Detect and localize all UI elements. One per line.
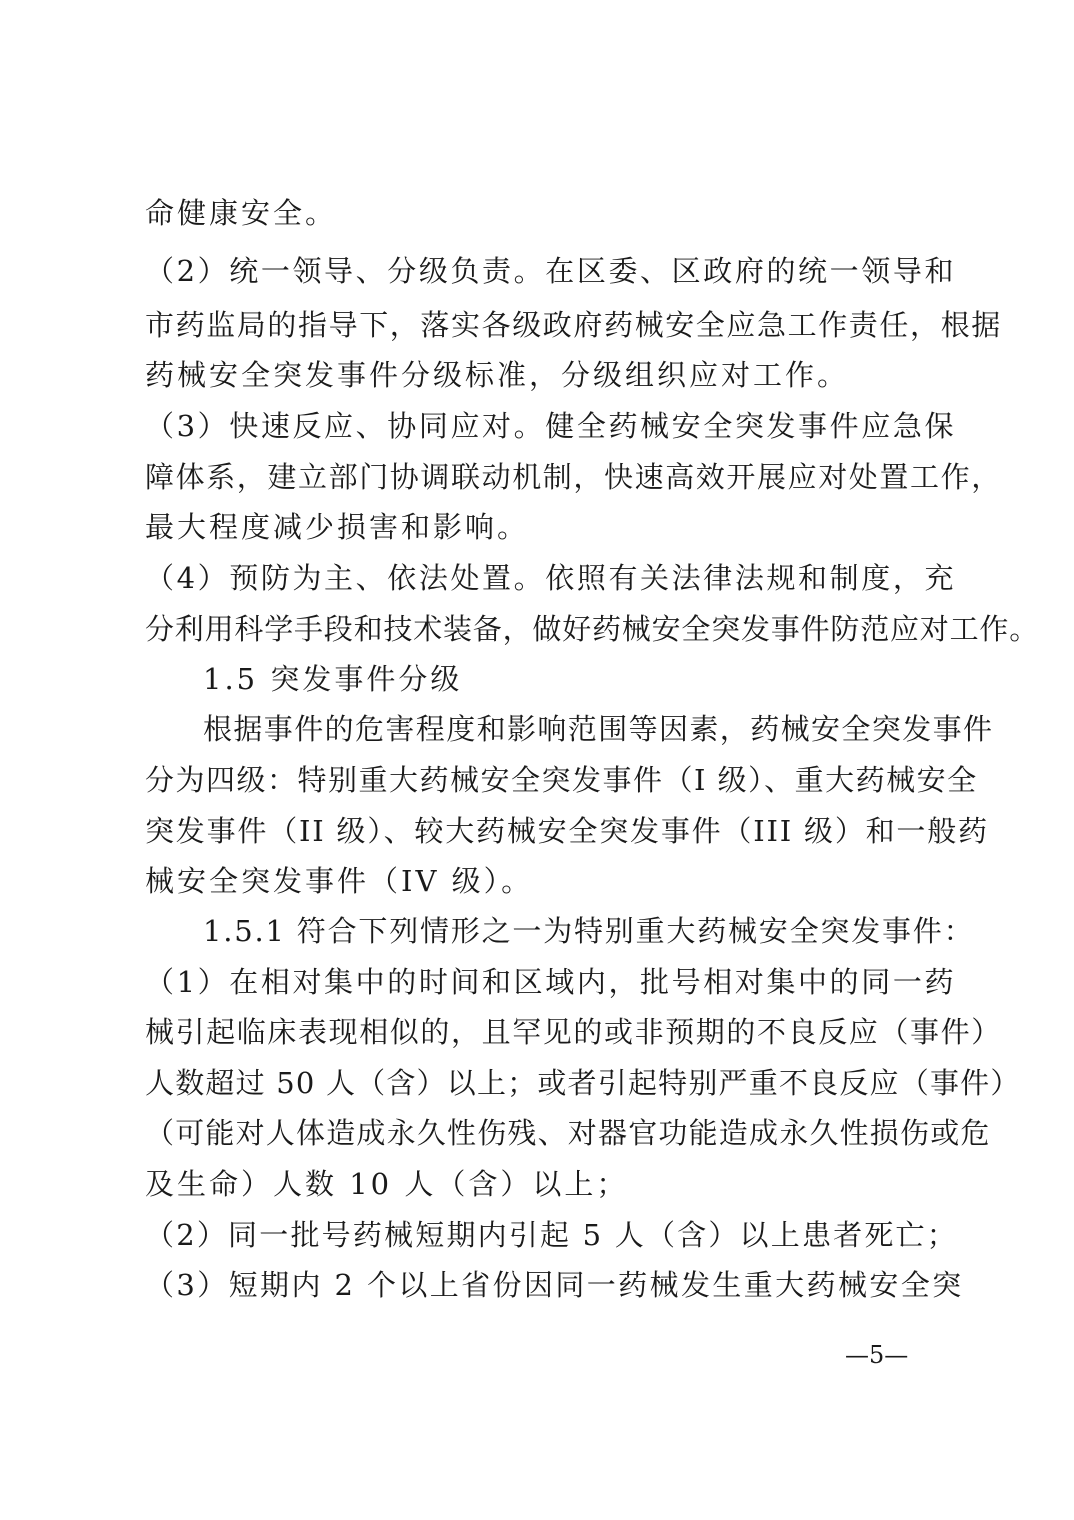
text-line: 械引起临床表现相似的，且罕见的或非预期的不良反应（事件） <box>145 1015 1002 1049</box>
page-number: —5— <box>845 1341 909 1369</box>
text-line: 突发事件（II 级）、较大药械安全突发事件（III 级）和一般药 <box>145 814 989 848</box>
text-line: 命健康安全。 <box>145 196 338 230</box>
text-line: （3）短期内 2 个以上省份因同一药械发生重大药械安全突 <box>145 1268 964 1302</box>
text-line: 药械安全突发事件分级标准，分级组织应对工作。 <box>145 358 850 392</box>
text-line: （2）同一批号药械短期内引起 5 人（含）以上患者死亡； <box>145 1218 958 1252</box>
text-line: 分为四级：特别重大药械安全突发事件（I 级）、重大药械安全 <box>145 763 978 797</box>
text-line: （可能对人体造成永久性伤残、对器官功能造成永久性损伤或危 <box>145 1116 991 1150</box>
text-line: （4）预防为主、依法处置。依照有关法律法规和制度，充 <box>145 561 957 595</box>
text-line: 根据事件的危害程度和影响范围等因素，药械安全突发事件 <box>203 712 994 746</box>
subsection-heading: 1.5.1 符合下列情形之一为特别重大药械安全突发事件： <box>203 914 975 948</box>
text-line: （1）在相对集中的时间和区域内，批号相对集中的同一药 <box>145 965 957 999</box>
text-line: 市药监局的指导下，落实各级政府药械安全应急工作责任，根据 <box>145 308 1002 342</box>
text-line: （3）快速反应、协同应对。健全药械安全突发事件应急保 <box>145 409 957 443</box>
section-heading: 1.5 突发事件分级 <box>203 662 463 696</box>
text-line: 障体系，建立部门协调联动机制，快速高效开展应对处置工作， <box>145 460 1002 494</box>
text-line: 及生命）人数 10 人（含）以上； <box>145 1167 629 1201</box>
text-line: 最大程度减少损害和影响。 <box>145 510 530 544</box>
text-line: 分利用科学手段和技术装备，做好药械安全突发事件防范应对工作。 <box>145 612 1040 646</box>
text-line: （2）统一领导、分级负责。在区委、区政府的统一领导和 <box>145 254 957 288</box>
text-line: 人数超过 50 人（含）以上；或者引起特别严重不良反应（事件） <box>145 1066 1021 1100</box>
text-line: 械安全突发事件（IV 级）。 <box>145 864 534 898</box>
